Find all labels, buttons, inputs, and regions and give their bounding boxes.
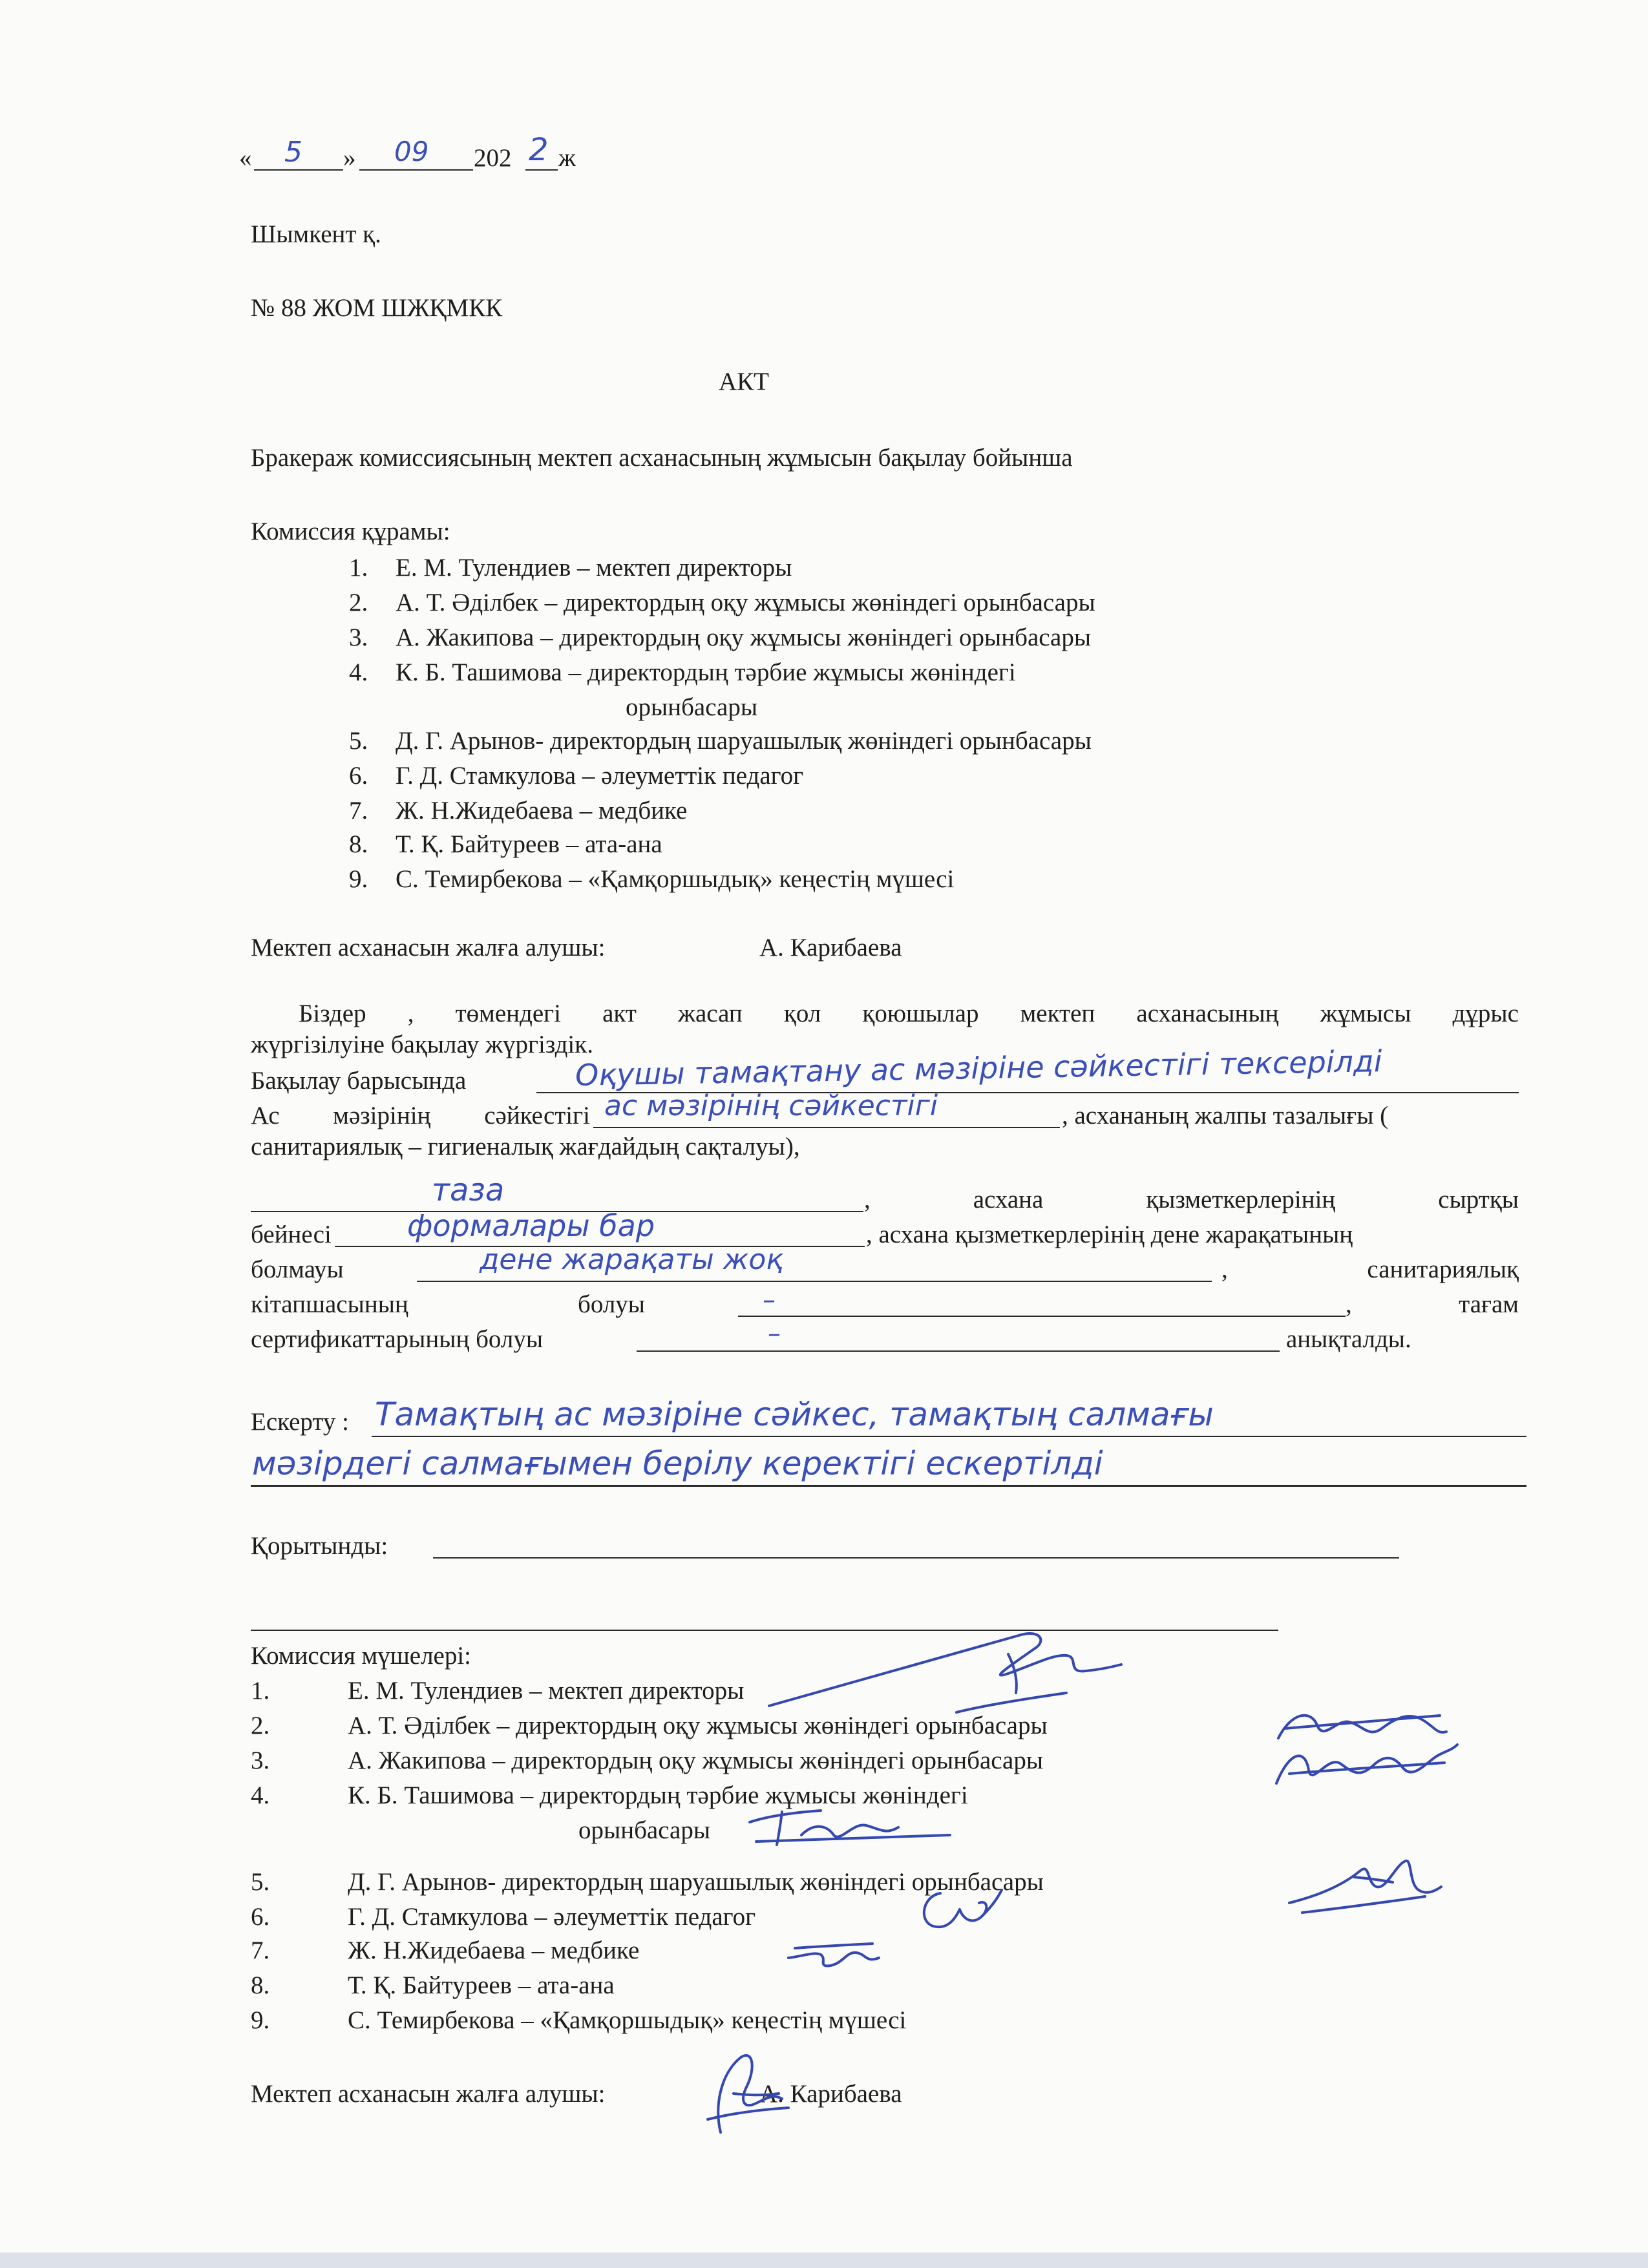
conclusion-underline-1 [433, 1557, 1399, 1559]
member-number: 9. [251, 2006, 270, 2034]
member-number: 5. [349, 727, 368, 755]
signature-director-icon [763, 1609, 1125, 1725]
menu-underline [593, 1127, 1060, 1128]
signature-3-icon [1270, 1738, 1464, 1796]
book-label [251, 1290, 645, 1319]
date-day: 5 [284, 136, 302, 169]
member-entry: А. Т. Әділбек – директордың оқу жұмысы жөніндегі орынбасары [348, 1712, 1048, 1739]
date-month: 09 [394, 136, 429, 167]
injury-handwriting: дене жарақаты жоқ [480, 1243, 783, 1276]
signature-tenant-icon [695, 2048, 792, 2139]
tenant-sign-label: Мектеп асханасын жалға алушы: [251, 2080, 606, 2108]
appearance-label: бейнесі [251, 1221, 332, 1248]
remark-handwriting-1: Тамақтың ас мәзіріне сәйкес, тамақтың салмағы [375, 1396, 1214, 1433]
member-entry: Д. Г. Арынов- директордың шаруашылық жөніндегі орынбасары [396, 727, 1092, 755]
menu-label [251, 1101, 590, 1131]
control-handwriting: Оқушы тамақтану ас мәзіріне сәйкестігі тексерілді [575, 1044, 1382, 1093]
date-open-quote: « [239, 144, 252, 172]
tenant-name: А. Карибаева [759, 934, 902, 961]
member-entry: Т. Қ. Байтуреев – ата-ана [396, 830, 662, 858]
word: мәзірінің [333, 1102, 431, 1129]
signature-7-icon [782, 1932, 885, 1977]
member-entry: Г. Д. Стамкулова – әлеуметтік педагог [348, 1903, 756, 1931]
injury-underline [417, 1281, 1212, 1282]
tenant-label: Мектеп асханасын жалға алушы: [251, 934, 606, 961]
menu-after: , асхананың жалпы тазалығы ( [1062, 1102, 1389, 1129]
word: төмендегі [455, 1000, 561, 1027]
sanitary-condition: санитариялық – гигиеналық жағдайдың сақталуы), [251, 1133, 800, 1160]
day-underline [254, 169, 343, 171]
member-entry: Ж. Н.Жидебаева – медбике [348, 1937, 640, 1964]
member-number: 6. [251, 1903, 270, 1931]
month-underline [359, 169, 473, 171]
member-number: 7. [251, 1937, 270, 1964]
tenant-sign-name: А. Карибаева [759, 2080, 902, 2108]
signature-5-icon [1283, 1851, 1444, 1922]
word: тағам [1459, 1290, 1519, 1318]
injury-label: болмауы [251, 1255, 344, 1283]
member-entry: Т. Қ. Байтуреев – ата-ана [348, 1971, 615, 1999]
appearance-handwriting: формалары бар [407, 1208, 655, 1243]
word: қызметкерлерінің [1146, 1186, 1336, 1213]
member-number: 5. [251, 1868, 270, 1896]
date-year-digit: 2 [529, 132, 549, 168]
remark-underline-1 [372, 1436, 1527, 1437]
remark-handwriting-2: мәзірдегі салмағымен берілу керектігі ескертілді [252, 1445, 1103, 1482]
date-year-prefix: 202 [474, 144, 512, 172]
menu-handwriting: ас мәзірінің сәйкестігі [604, 1089, 938, 1122]
remark-label: Ескерту : [251, 1408, 350, 1436]
member-number: 1. [251, 1677, 270, 1705]
member-number: 7. [349, 797, 368, 824]
member-number: 8. [349, 830, 368, 858]
word: санитариялық [1367, 1255, 1519, 1283]
member-number: 4. [349, 658, 368, 686]
control-label: Бақылау барысында [251, 1067, 467, 1095]
word: асхана [973, 1186, 1044, 1213]
word: дұрыс [1452, 1000, 1519, 1027]
member-entry: С. Темирбекова – «Қамқоршыдық» кеңестің мүшесі [396, 865, 955, 893]
word: жұмысы [1320, 1000, 1411, 1027]
member-entry: С. Темирбекова – «Қамқоршыдық» кеңестің мүшесі [348, 2006, 907, 2034]
word: қол [783, 1000, 821, 1027]
member-entry: А. Жакипова – директордың оқу жұмысы жөніндегі орынбасары [348, 1747, 1044, 1774]
word: Ас [251, 1102, 280, 1129]
book-handwriting: – [763, 1285, 776, 1315]
document-title: АКТ [719, 368, 769, 395]
book-after [1346, 1290, 1519, 1319]
cert-after: анықталды. [1286, 1325, 1411, 1353]
member-number: 2. [251, 1712, 270, 1739]
cert-handwriting: – [768, 1319, 781, 1349]
remark-underline-2 [251, 1485, 1527, 1487]
member-number: 1. [349, 554, 368, 582]
word: , [864, 1186, 871, 1213]
member-entry-continuation: орынбасары [578, 1816, 711, 1844]
member-number: 8. [251, 1971, 270, 1999]
member-entry: К. Б. Ташимова – директордың тәрбие жұмысы жөніндегі [348, 1781, 968, 1809]
member-entry: Д. Г. Арынов- директордың шаруашылық жөніндегі орынбасары [348, 1868, 1044, 1896]
paragraph-line-2: жүргізілуіне бақылау жүргіздік. [251, 1031, 593, 1058]
word: мектеп [1020, 1000, 1095, 1027]
cert-underline [637, 1350, 1280, 1352]
date-suffix: ж [558, 144, 576, 172]
year-underline [525, 169, 558, 171]
member-number: 6. [349, 762, 368, 790]
word: жасап [678, 1000, 743, 1027]
member-number: 9. [349, 865, 368, 893]
word: кітапшасының [251, 1290, 408, 1318]
member-entry-continuation: орынбасары [626, 693, 758, 721]
member-entry: Е. М. Тулендиев – мектеп директоры [348, 1677, 745, 1705]
paragraph-line-1 [299, 999, 1519, 1029]
word: , [1346, 1290, 1352, 1318]
document-subtitle: Бракераж комиссиясының мектеп асханасының жұмысын бақылау бойынша [251, 444, 1073, 472]
word: , [407, 1000, 414, 1027]
member-number: 3. [251, 1747, 270, 1774]
scan-bottom-edge [0, 2252, 1648, 2268]
member-entry: А. Жакипова – директордың оқу жұмысы жөніндегі орынбасары [396, 624, 1092, 651]
cleanliness-handwriting: таза [432, 1172, 505, 1208]
commission-heading: Комиссия құрамы: [251, 518, 450, 545]
city: Шымкент қ. [251, 220, 381, 248]
member-number: 2. [349, 589, 368, 616]
signature-6-icon [911, 1880, 1008, 1938]
word: акт [602, 1000, 637, 1027]
word: қоюшылар [862, 1000, 979, 1027]
member-entry: А. Т. Әділбек – директордың оқу жұмысы жөніндегі орынбасары [396, 589, 1095, 616]
member-entry: Е. М. Тулендиев – мектеп директоры [396, 554, 792, 582]
member-entry: Г. Д. Стамкулова – әлеуметтік педагог [396, 762, 804, 790]
sanitary-book-label [1221, 1255, 1519, 1285]
member-number: 4. [251, 1781, 270, 1809]
book-underline [738, 1316, 1346, 1317]
word: сыртқы [1438, 1186, 1519, 1213]
word: асханасының [1136, 1000, 1279, 1027]
injury-label-after: , асхана қызметкерлерінің дене жарақатының [866, 1221, 1353, 1248]
member-number: 3. [349, 624, 368, 651]
staff-label [864, 1185, 1519, 1215]
date-mid-quote: » [343, 144, 356, 172]
word: , [1221, 1255, 1228, 1283]
signature-4-icon [743, 1796, 956, 1854]
word: сәйкестігі [484, 1102, 590, 1129]
member-entry: Ж. Н.Жидебаева – медбике [396, 797, 688, 824]
word: Біздер [299, 1000, 366, 1027]
cert-label: сертификаттарының болуы [251, 1325, 544, 1353]
school-name: № 88 ЖОМ ШЖҚМКК [251, 294, 503, 322]
conclusion-label: Қорытынды: [251, 1532, 388, 1560]
members-heading: Комиссия мүшелері: [251, 1642, 472, 1670]
word: болуы [578, 1290, 645, 1318]
member-entry: К. Б. Ташимова – директордың тәрбие жұмысы жөніндегі [396, 658, 1016, 686]
